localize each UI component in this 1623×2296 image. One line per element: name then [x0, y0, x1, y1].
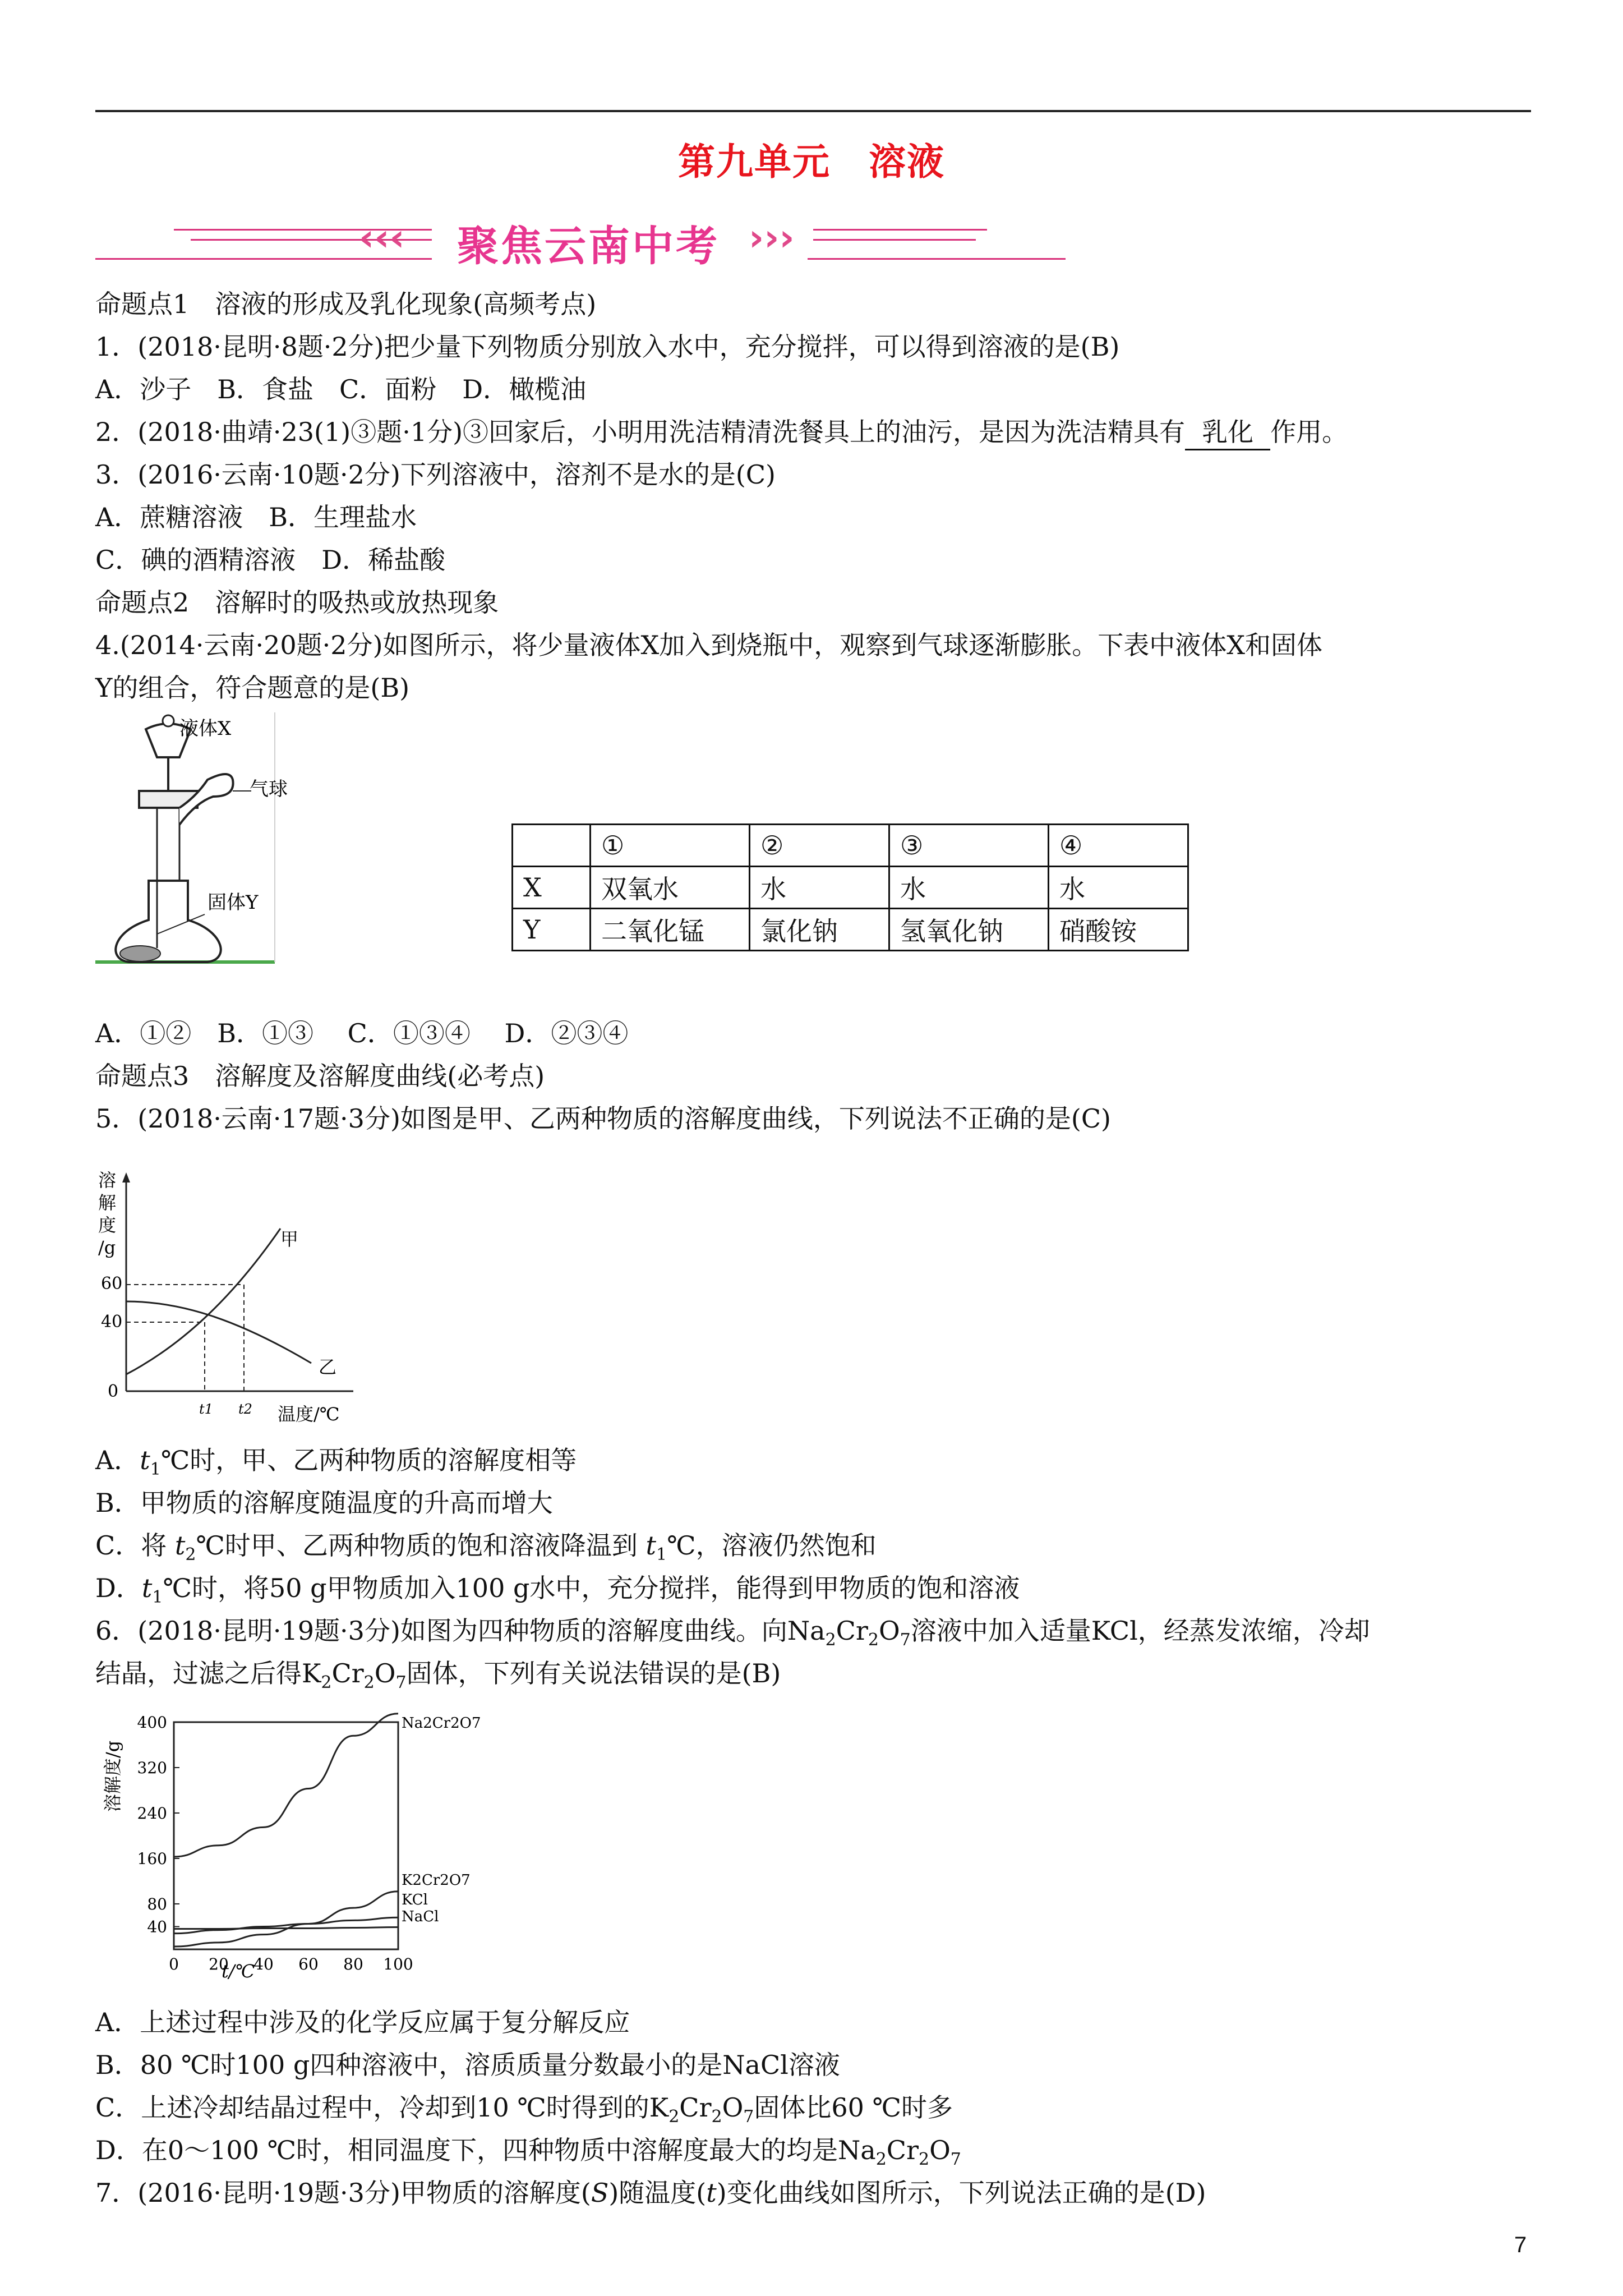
question-4-cont: Y的组合，符合题意的是(B) [95, 673, 410, 703]
y-tick-label: 160 [137, 1849, 167, 1868]
y-tick-label: 400 [137, 1713, 167, 1732]
question-6-cont: 结晶，过滤之后得$K_2Cr_2O_7$固体，下列有关说法错误的是(B) [95, 1658, 781, 1692]
series-label: K2Cr2O7 [402, 1872, 471, 1889]
question-1: 1．(2018·昆明·8题·2分)把少量下列物质分别放入水中，充分搅拌，可以得到溶液的是(B) [95, 332, 1120, 362]
table-cell: 水 [889, 867, 1049, 909]
banner-title: 聚焦云南中考 [457, 222, 720, 270]
table-cell: 硝酸铵 [1049, 909, 1188, 951]
question-6-option-c: C．上述冷却结晶过程中，冷却到10 ℃时得到的$K_2Cr_2O_7$固体比60 ℃时多 [95, 2092, 953, 2127]
y-axis-label: 解 [98, 1192, 117, 1213]
question-2: 2．(2018·曲靖·23(1)③题·1分)③回家后，小明用洗洁精清洗餐具上的油污，是因为洗洁精具有 乳化 作用。 [95, 415, 1348, 450]
x-axis-label: t/℃ [222, 1961, 255, 1982]
table-cell [513, 825, 591, 867]
question-3-options: C．碘的酒精溶液 D．稀盐酸 [95, 545, 446, 575]
topic-heading-3: 命题点3 溶解度及溶解度曲线(必考点) [95, 1061, 545, 1091]
table-cell: ④ [1049, 825, 1188, 867]
question-1-options: A．沙子 B．食盐 C．面粉 D．橄榄油 [95, 374, 587, 404]
tick-label: t1 [199, 1401, 213, 1417]
y-tick-label: 80 [147, 1895, 167, 1913]
x-tick-label: 100 [383, 1955, 413, 1973]
series-jia [126, 1228, 280, 1374]
question-3-options: A．蔗糖溶液 B．生理盐水 [95, 502, 417, 532]
series-line-K2Cr2O7 [174, 1892, 398, 1947]
y-axis-label: 度 [98, 1214, 117, 1236]
table-cell: ② [750, 825, 889, 867]
series-label: Na2Cr2O7 [402, 1715, 481, 1732]
y-tick-label: 40 [147, 1917, 167, 1936]
table-row [513, 909, 1188, 951]
question-6-option-d: D．在0～100 ℃时，相同温度下，四种物质中溶解度最大的均是$Na_2Cr_2O_7$ [95, 2135, 961, 2169]
page-number: 7 [1514, 2233, 1527, 2257]
table-cell: 二氧化锰 [591, 909, 750, 951]
answer-blank: 乳化 [1185, 415, 1270, 450]
question-5: 5．(2018·云南·17题·3分)如图是甲、乙两种物质的溶解度曲线，下列说法不正确的是(C) [95, 1103, 1111, 1134]
table-row [513, 867, 1188, 909]
section-banner [95, 213, 1066, 269]
x-tick-label: 40 [253, 1955, 274, 1973]
question-4-options: A．①② B．①③ C．①③④ D．②③④ [95, 1018, 629, 1048]
series-label: NaCl [402, 1908, 439, 1925]
y-axis-label: 溶解度/g [102, 1740, 123, 1812]
series-label: 乙 [319, 1356, 337, 1378]
y-axis-label: /g [98, 1237, 116, 1258]
question-5-option-d: D．$t_1℃$时，将50 g甲物质加入100 g水中，充分搅拌，能得到甲物质的饱和溶液 [95, 1573, 1020, 1607]
series-line-KCl [174, 1917, 398, 1933]
series-line-NaCl [174, 1927, 398, 1929]
reagent-table [511, 823, 1189, 951]
tick-label: 60 [101, 1274, 123, 1294]
question-3: 3．(2016·云南·10题·2分)下列溶液中，溶剂不是水的是(C) [95, 459, 776, 490]
question-6-option-a: A．上述过程中涉及的化学反应属于复分解反应 [95, 2007, 630, 2037]
banner-line [813, 239, 976, 241]
y-tick-label: 320 [137, 1759, 167, 1777]
solubility-chart-q5 [95, 1161, 365, 1430]
chevron-right-icon: ››› [749, 216, 795, 259]
table-cell: 水 [750, 867, 889, 909]
banner-line [808, 258, 1066, 260]
x-tick-label: 80 [343, 1955, 363, 1973]
tick-label: t2 [238, 1401, 252, 1417]
table-cell: X [513, 867, 591, 909]
header-rule [95, 110, 1531, 112]
x-tick-label: 0 [169, 1955, 179, 1973]
table-cell: 水 [1049, 867, 1188, 909]
plot-frame [174, 1722, 398, 1949]
series-yi [126, 1301, 311, 1363]
x-tick-label: 60 [298, 1955, 319, 1973]
chevron-left-icon: ‹‹‹ [359, 216, 405, 259]
series-label: 甲 [280, 1228, 299, 1250]
question-7: 7．(2016·昆明·19题·3分)甲物质的溶解度(S)随温度(t)变化曲线如图所示，下列说法正确的是(D) [95, 2178, 1206, 2208]
series-line-Na2Cr2O7 [174, 1714, 398, 1857]
table-cell: Y [513, 909, 591, 951]
tick-label: 40 [101, 1312, 123, 1332]
flask-label-solid: 固体Y [208, 891, 259, 914]
y-tick-label: 240 [137, 1804, 167, 1823]
table-row [513, 825, 1188, 867]
x-axis-label: 温度/℃ [278, 1404, 340, 1425]
question-4: 4.(2014·云南·20题·2分)如图所示，将少量液体X加入到烧瓶中，观察到气球逐渐膨胀。下表中液体X和固体 [95, 630, 1323, 660]
x-tick-label: 20 [209, 1955, 229, 1973]
series-label: KCl [402, 1892, 428, 1908]
question-6-option-b: B．80 ℃时100 g四种溶液中，溶质质量分数最小的是NaCl溶液 [95, 2050, 840, 2080]
y-axis-label: 溶 [98, 1170, 117, 1191]
topic-heading-2: 命题点2 溶解时的吸热或放热现象 [95, 587, 499, 618]
table-cell: 氯化钠 [750, 909, 889, 951]
table-cell: ① [591, 825, 750, 867]
table-cell: 双氧水 [591, 867, 750, 909]
question-5-option-c: C．将 $t_2℃$时甲、乙两种物质的饱和溶液降温到 $t_1℃$，溶液仍然饱和 [95, 1530, 877, 1565]
question-5-option-b: B．甲物质的溶解度随温度的升高而增大 [95, 1488, 553, 1518]
tick-label: 0 [108, 1382, 119, 1401]
page-title: 第九单元 溶液 [678, 140, 945, 183]
question-6: 6．(2018·昆明·19题·3分)如图为四种物质的溶解度曲线。向$Na_2Cr_2O_7$溶液中加入适量KCl，经蒸发浓缩，冷却 [95, 1616, 1370, 1650]
table-cell: 氢氧化钠 [889, 909, 1049, 951]
banner-line [813, 229, 987, 231]
flask-label-liquid: 液体X [179, 717, 232, 740]
topic-heading-1: 命题点1 溶液的形成及乳化现象(高频考点) [95, 289, 597, 319]
flask-label-balloon: 气球 [250, 778, 288, 800]
flask-figure [95, 712, 286, 970]
question-5-option-a: A．$t_1℃$时，甲、乙两种物质的溶解度相等 [95, 1445, 577, 1479]
solubility-chart-q6 [95, 1705, 481, 1986]
table-cell: ③ [889, 825, 1049, 867]
